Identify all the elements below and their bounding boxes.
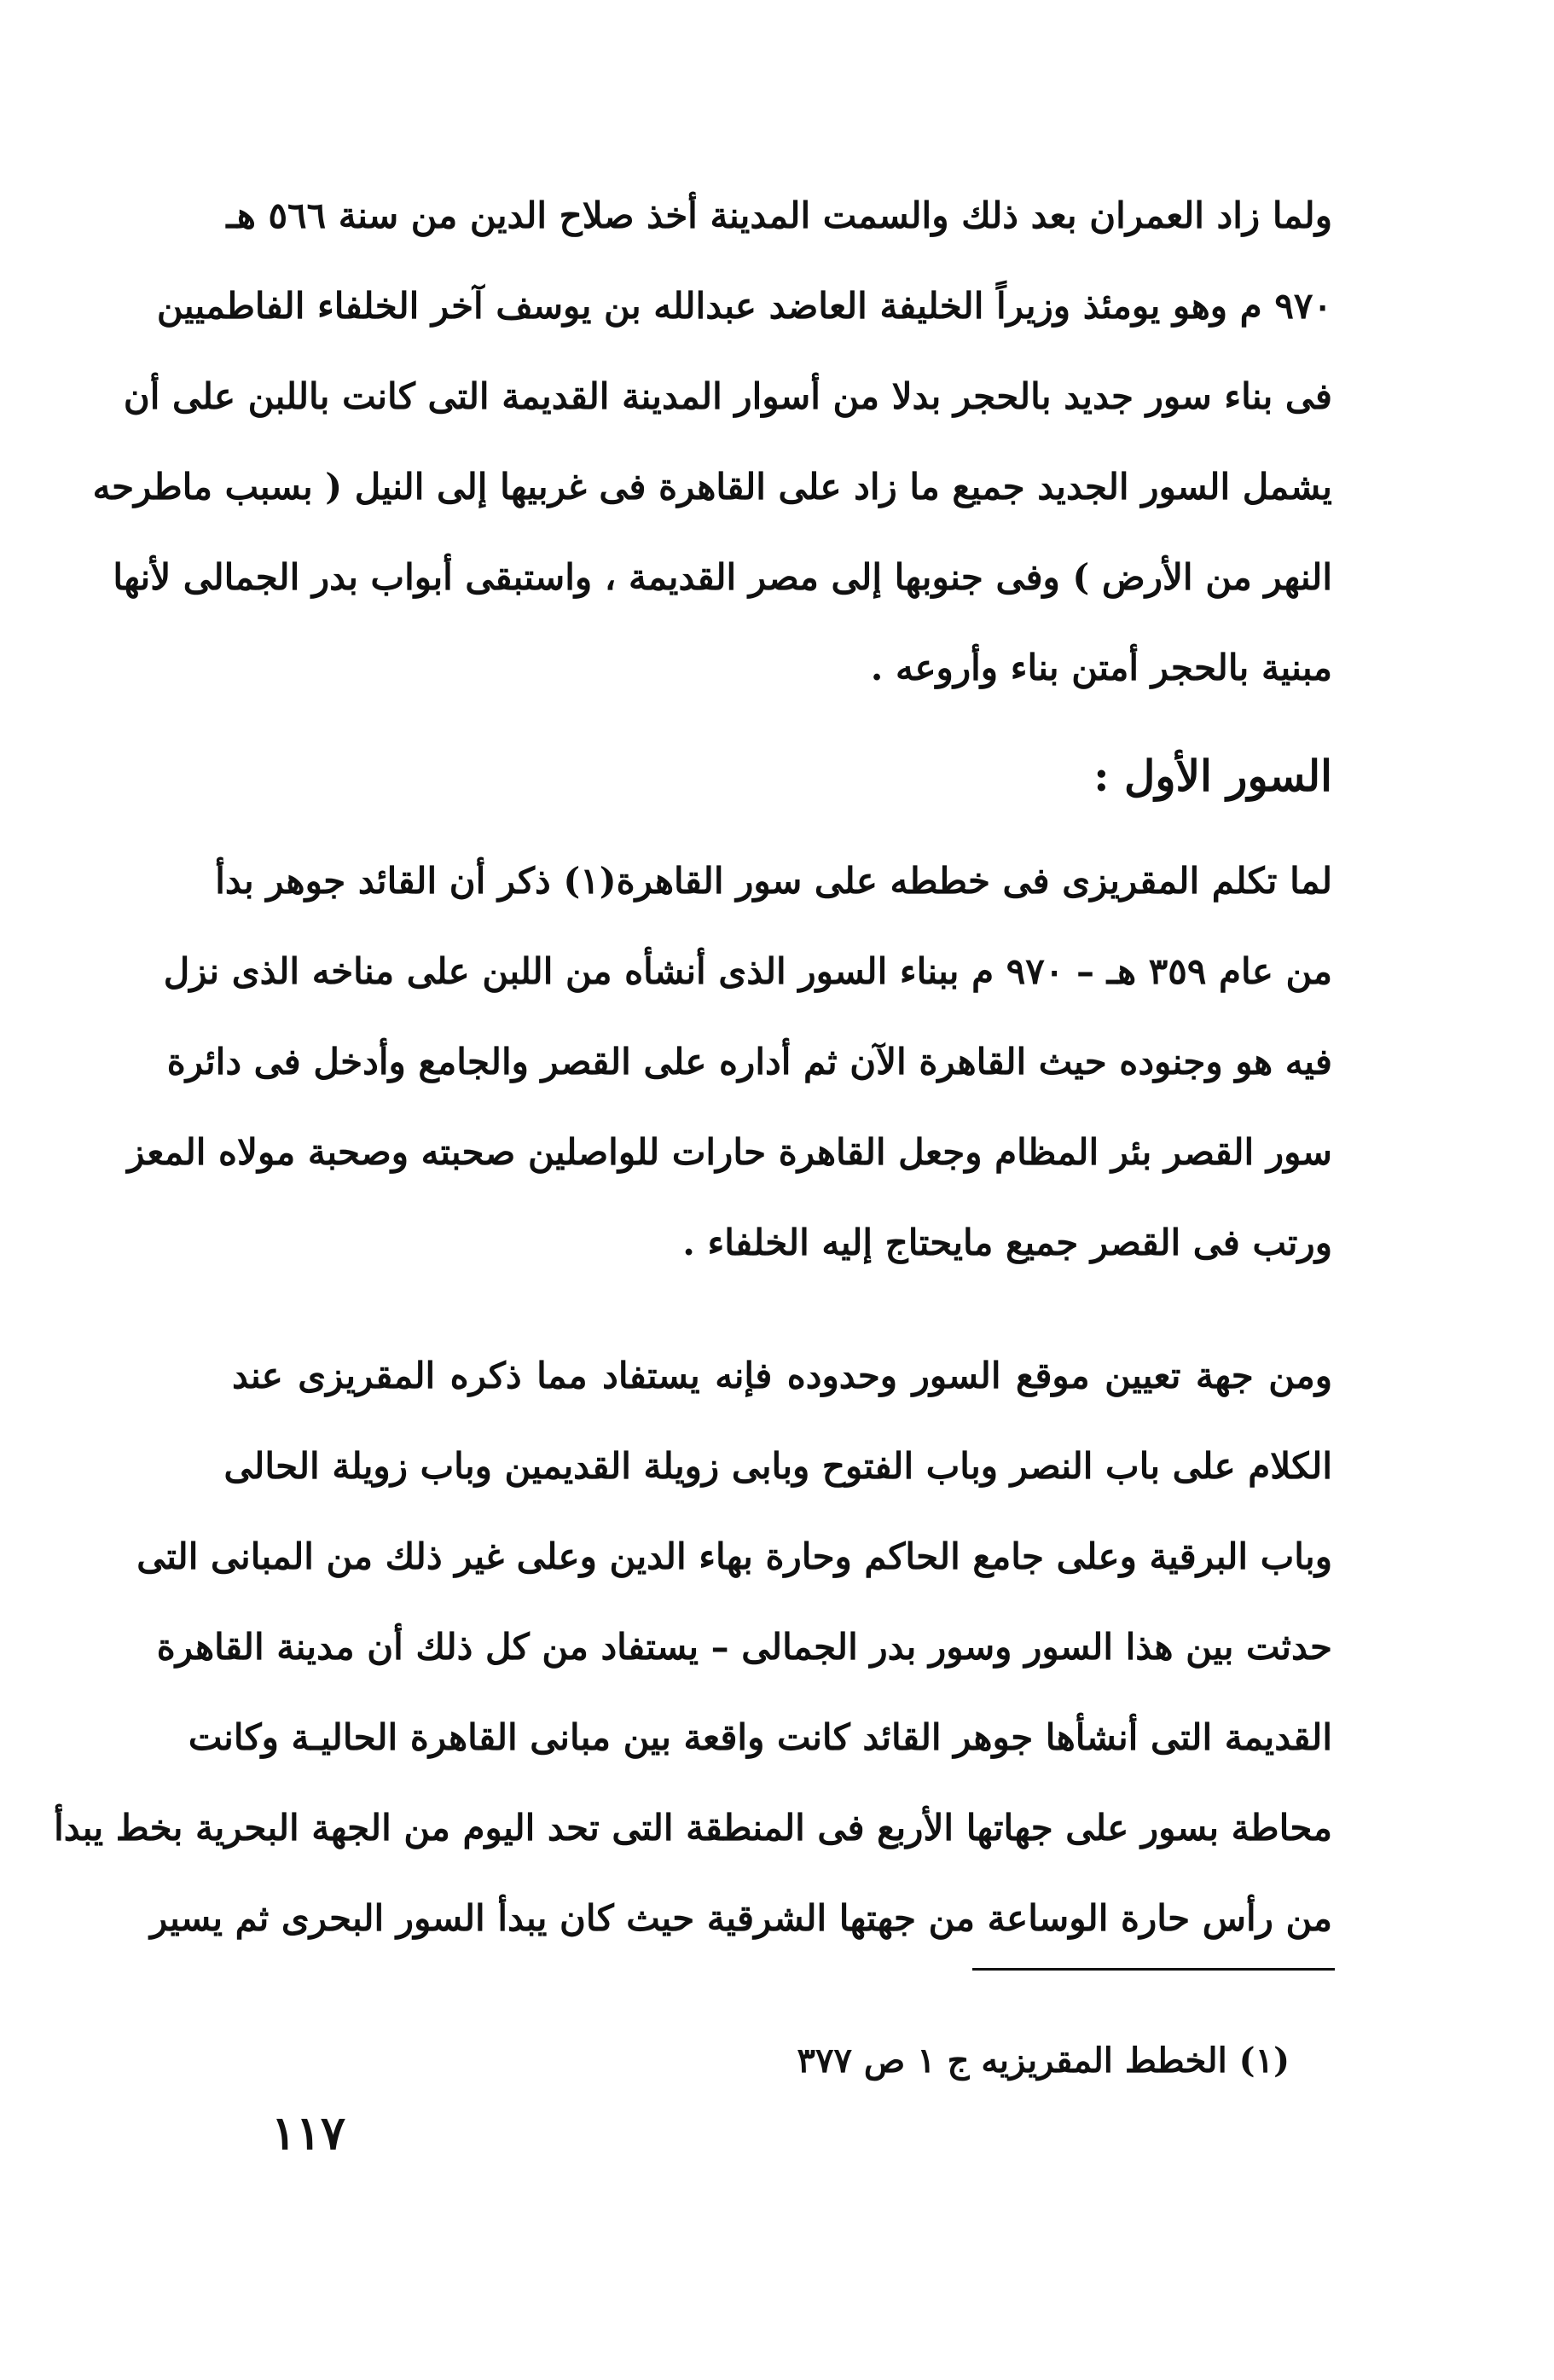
text-line: الكلام على باب النصر وباب الفتوح وبابى زويلة القديمين وباب زويلة الحالى <box>223 1445 1332 1487</box>
paragraph-2 <box>127 836 1332 1288</box>
text-line: لما تكلم المقريزى فى خططه على سور القاهرة(١) ذكر أن القائد جوهر بدأ <box>215 860 1332 902</box>
paragraph-3 <box>54 1331 1332 1964</box>
text-line: من رأس حارة الوساعة من جهتها الشرقية حيث كان يبدأ السور البحرى ثم يسير <box>150 1897 1332 1939</box>
text-line: من عام ٣٥٩ هـ – ٩٧٠ م ببناء السور الذى أنشأه من اللبن على مناخه الذى نزل <box>163 950 1332 992</box>
text-line: يشمل السور الجديد جميع ما زاد على القاهرة فى غربيها إلى النيل ( بسبب ماطرحه <box>92 466 1332 508</box>
text-line: مبنية بالحجر أمتن بناء وأروعه . <box>870 647 1332 688</box>
text-line: سور القصر بئر المظام وجعل القاهرة حارات للواصلين صحبته وصحبة مولاه المعز <box>127 1131 1332 1173</box>
text-line: القديمة التى أنشأها جوهر القائد كانت واقعة بين مبانى القاهرة الحاليـة وكانت <box>188 1716 1332 1758</box>
section-heading: السور الأول : <box>1093 751 1332 801</box>
text-line: وباب البرقية وعلى جامع الحاكم وحارة بهاء الدين وعلى غير ذلك من المبانى التى <box>136 1535 1332 1577</box>
page-number: ١١٧ <box>271 2105 346 2160</box>
text-line: ومن جهة تعيين موقع السور وحدوده فإنه يستفاد مما ذكره المقريزى عند <box>232 1355 1332 1396</box>
footnote: (١) الخطط المقريزيه ج ١ ص ٣٧٧ <box>797 2040 1290 2081</box>
text-line: حدثت بين هذا السور وسور بدر الجمالى – يستفاد من كل ذلك أن مدينة القاهرة <box>156 1626 1332 1668</box>
paragraph-1 <box>92 171 1332 713</box>
text-line: ولما زاد العمران بعد ذلك والسمت المدينة أخذ صلاح الدين من سنة ٥٦٦ هـ <box>226 194 1332 236</box>
text-line: النهر من الأرض ) وفى جنوبها إلى مصر القديمة ، واستبقى أبواب بدر الجمالى لأنها <box>113 556 1332 598</box>
text-line: فيه هو وجنوده حيث القاهرة الآن ثم أداره على القصر والجامع وأدخل فى دائرة <box>166 1041 1332 1083</box>
text-line: ورتب فى القصر جميع مايحتاج إليه الخلفاء . <box>682 1222 1332 1263</box>
text-line: فى بناء سور جديد بالحجر بدلا من أسوار المدينة القديمة التى كانت باللبن على أن <box>123 375 1332 417</box>
footnote-divider <box>972 1968 1335 1971</box>
text-line: ٩٧٠ م وهو يومئذ وزيراً الخليفة العاضد عبدالله بن يوسف آخر الخلفاء الفاطميين <box>156 285 1332 327</box>
text-line: محاطة بسور على جهاتها الأربع فى المنطقة التى تحد اليوم من الجهة البحرية بخط يبدأ <box>54 1807 1332 1849</box>
